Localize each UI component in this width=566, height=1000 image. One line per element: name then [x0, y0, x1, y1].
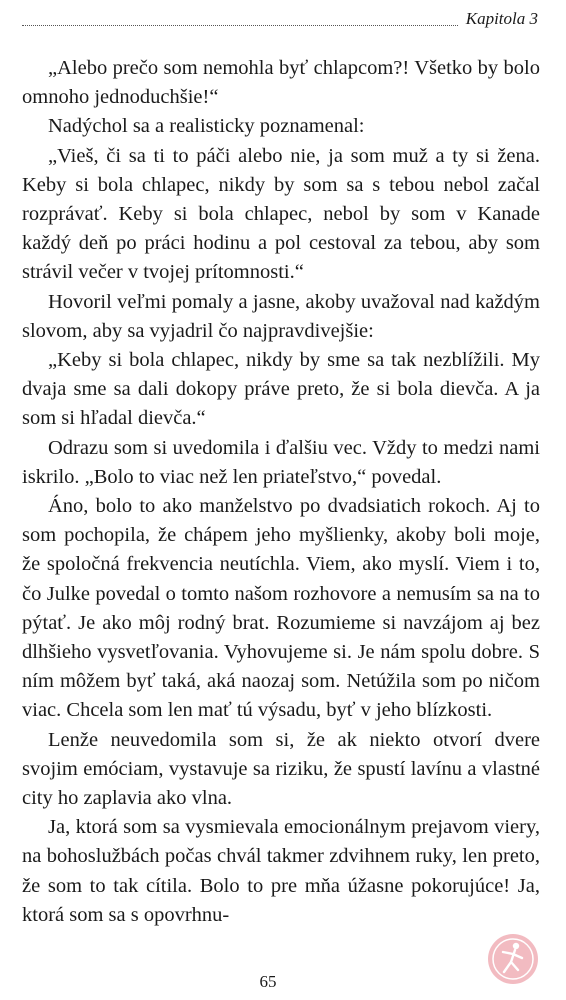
- paragraph-4: Hovoril veľmi pomaly a jasne, akoby uvažoval nad každým slovom, aby sa vyjadril čo najpravdivejšie:: [22, 290, 540, 342]
- paragraph-1: „Alebo prečo som nemohla byť chlapcom?! Všetko by bolo omnoho jednoduchšie!“: [22, 57, 540, 109]
- paragraph-3: „Vieš, či sa ti to páči alebo nie, ja som muž a ty si žena. Keby si bola chlapec, nikdy by som sa s tebou nebol začal rozprávať. Keby si bola chlapec, nebol by som v Kanade každý deň po práci hodinu a pol cestoval za tebou, aby som strávil večer v tvojej prítomnosti.“: [22, 144, 540, 284]
- dotted-leader: [22, 13, 458, 26]
- paragraph-2: Nadýchol sa a realisticky poznamenal:: [48, 115, 365, 138]
- chapter-title: Kapitola 3: [465, 9, 538, 28]
- paragraph-5: „Keby si bola chlapec, nikdy by sme sa tak nezblížili. My dvaja sme sa dali dokopy práve preto, že si bola dievča. A ja som si hľadal dievča.“: [22, 349, 540, 430]
- body-text: [22, 54, 540, 930]
- publisher-logo-icon: [486, 932, 540, 986]
- paragraph-6: Odrazu som si uvedomila i ďalšiu vec. Vždy to medzi nami iskrilo. „Bolo to viac než len priateľstvo,“ povedal.: [22, 436, 540, 488]
- paragraph-7: Áno, bolo to ako manželstvo po dvadsiatich rokoch. Aj to som pochopila, že chápem jeho myšlienky, akoby boli moje, že spoločná frekvencia neutíchla. Viem, ako myslí. Viem i to, čo Julke povedal o tomto našom rozhovore a nemusím sa na to pýtať. Je ako môj rodný brat. Rozumieme si navzájom aj bez dlhšieho vysvetľovania. Vyhovujeme si. Je nám spolu dobre. S ním môžem byť taká, aká naozaj som. Netúžila som po ničom viac. Chcela som len mať tú výsadu, byť v jeho blízkosti.: [22, 495, 540, 722]
- paragraph-9: Ja, ktorá som sa vysmievala emocionálnym prejavom viery, na bohoslužbách počas chvál takmer zdvihnem ruky, len preto, že som to tak cítila. Bolo to pre mňa úžasne pokorujúce! Ja, ktorá som sa s opovrhnu-: [22, 816, 540, 926]
- page-number: 65: [259, 972, 277, 991]
- running-header: [22, 8, 538, 30]
- paragraph-8: Lenže neuvedomila som si, že ak niekto otvorí dvere svojim emóciam, vystavuje sa riziku, že spustí lavínu a vlastné city ho zaplavia ako vlna.: [22, 728, 540, 810]
